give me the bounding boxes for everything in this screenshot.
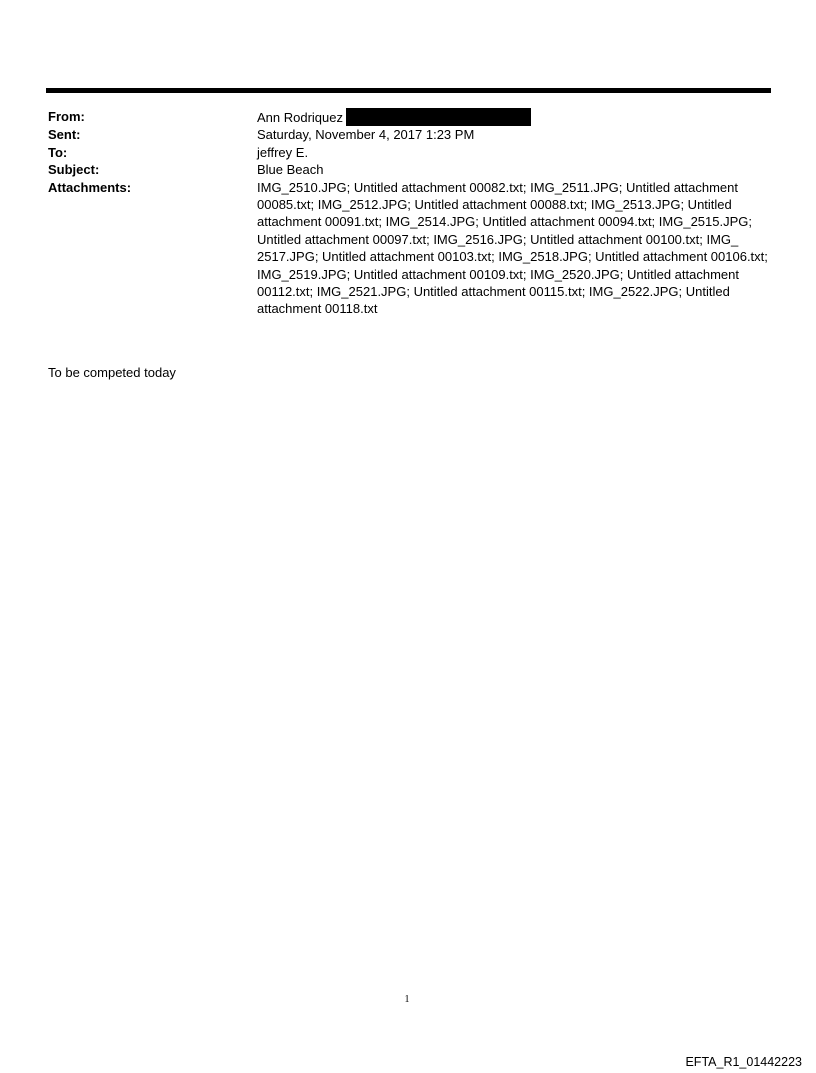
from-row [48,108,768,126]
sent-value: Saturday, November 4, 2017 1:23 PM [257,127,475,143]
subject-row [48,161,768,178]
to-row [48,144,768,161]
to-label: To: [48,144,68,160]
redaction-box [346,108,531,126]
sent-label: Sent: [48,127,81,143]
page-number: 1 [404,994,410,1005]
email-header [48,108,768,318]
attachments-label: Attachments: [48,179,132,195]
attachments-value: IMG_2510.JPG; Untitled attachment 00082.txt; IMG_2511.JPG; Untitled attachment 00085.txt; IMG_2512.JPG; Untitled attachment 00088.txt; IMG_2513.JPG; Untitled attachment 00091.txt; IMG_2514.JPG; Untitled attachment 00094.txt; IMG_2515.JPG; Untitled attachment 00097.txt; IMG_2516.JPG; Untitled attachment 00100.txt; IMG_ 2517.JPG; Untitled attachment 00103.txt; IMG_2518.JPG; Untitled attachment 00106.txt; IMG_2519.JPG; Untitled attachment 00109.txt; IMG_2520.JPG; Untitled attachment 00112.txt; IMG_2521.JPG; Untitled attachment 00115.txt; IMG_2522.JPG; Untitled attachment 00118.txt [257,179,768,317]
sent-row [48,126,768,143]
subject-value: Blue Beach [257,162,324,178]
header-divider-rule [46,88,771,93]
from-value: Ann Rodriquez [257,110,343,125]
from-label: From: [48,109,85,124]
to-value: jeffrey E. [257,144,309,160]
attachments-row [48,179,768,318]
subject-label: Subject: [48,162,100,178]
from-value-container [257,108,768,126]
document-id: EFTA_R1_01442223 [685,1055,802,1069]
email-body: To be competed today [48,365,176,380]
